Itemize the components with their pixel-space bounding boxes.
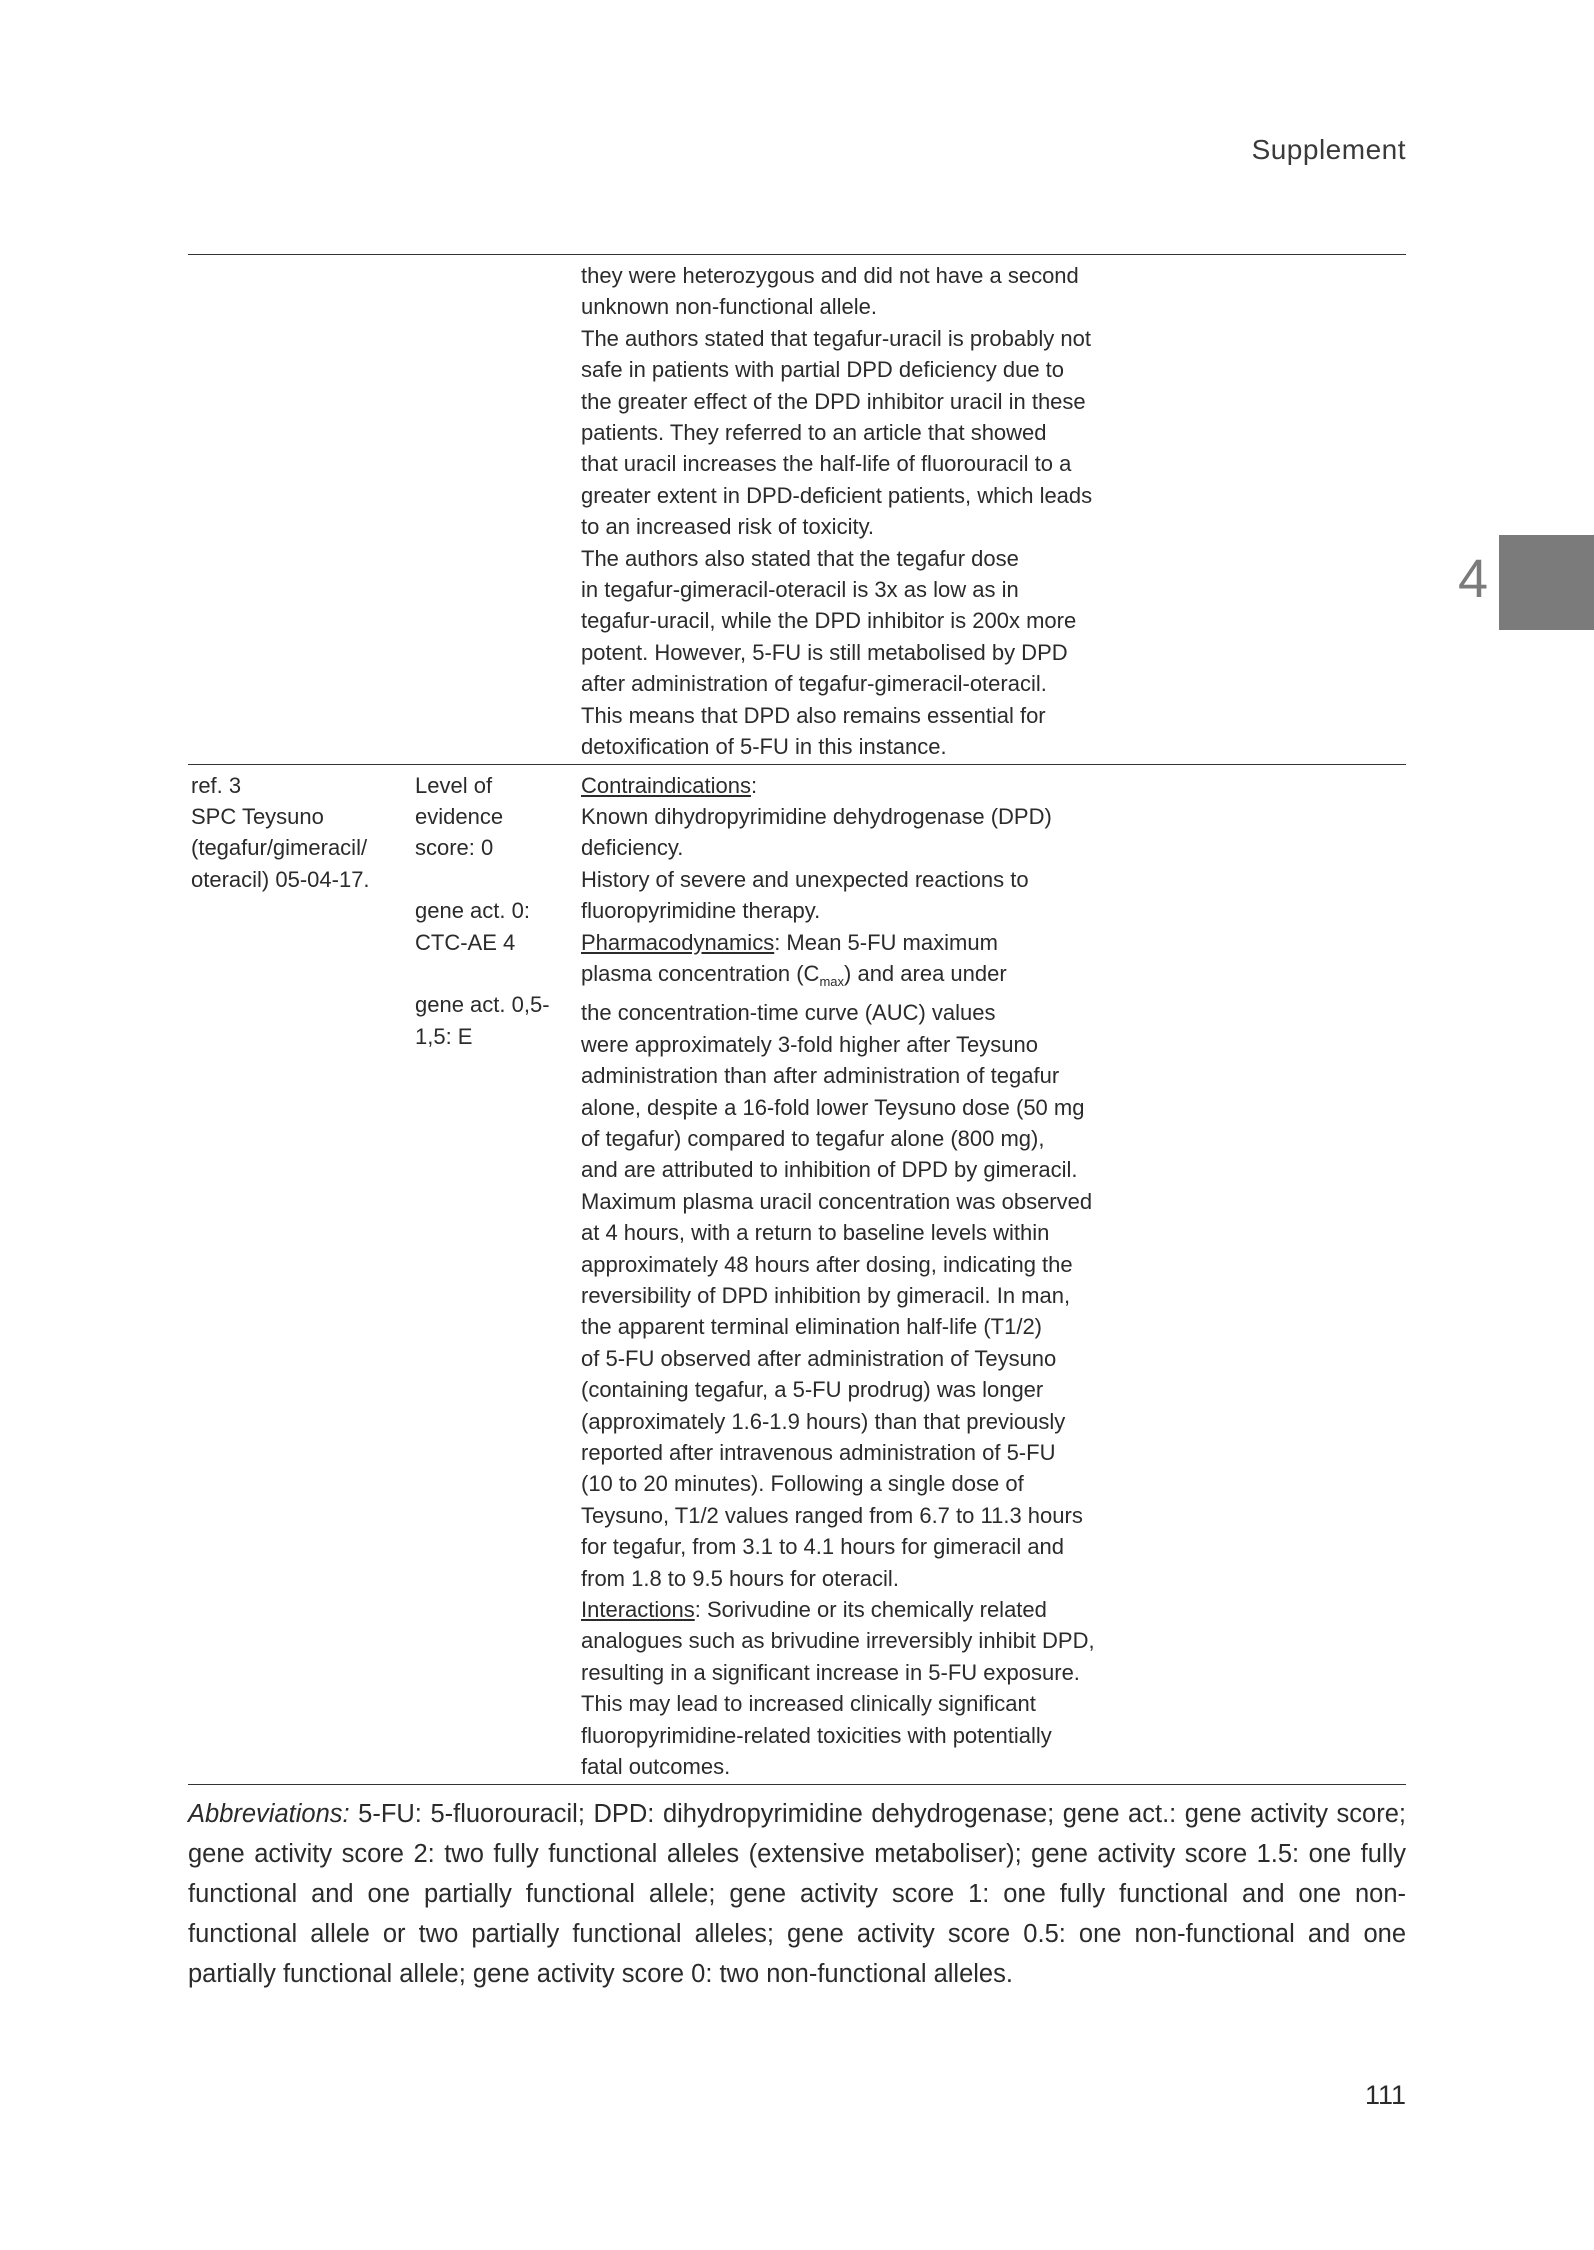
text-line: from 1.8 to 9.5 hours for oteracil. — [581, 1565, 899, 1591]
table-row — [188, 765, 1406, 1785]
text-line: alone, despite a 16-fold lower Teysuno dose (50 mg — [581, 1094, 1085, 1120]
text-line — [581, 958, 1161, 997]
text-line: unknown non-functional allele. — [581, 294, 877, 320]
text-line: resulting in a significant increase in 5-FU exposure. — [581, 1659, 1080, 1685]
text-line: administration than after administration of tegafur — [581, 1063, 1060, 1089]
ref-line: ref. 3 — [191, 772, 242, 798]
text-line: Known dihydropyrimidine dehydrogenase (DPD) — [581, 803, 1052, 829]
text-line: patients. They referred to an article that showed — [581, 420, 1047, 446]
text-line: fluoropyrimidine therapy. — [581, 898, 821, 924]
abbreviations-paragraph — [188, 1794, 1406, 1994]
text-line: greater extent in DPD-deficient patients, which leads — [581, 482, 1093, 508]
text-line: of 5-FU observed after administration of Teysuno — [581, 1345, 1057, 1371]
text-line: The authors stated that tegafur-uracil is probably not — [581, 325, 1091, 351]
text-line: reported after intravenous administration of 5-FU — [581, 1440, 1056, 1466]
heading-colon: : — [750, 772, 758, 798]
text-line: This may lead to increased clinically significant — [581, 1691, 1036, 1717]
text-line: after administration of tegafur-gimeracil-oteracil. — [581, 671, 1047, 697]
text-fragment: plasma concentration (C — [581, 960, 820, 986]
pharmacodynamics-heading-line — [581, 927, 1161, 958]
text-line: at 4 hours, with a return to baseline levels within — [581, 1220, 1050, 1246]
text-line: The authors also stated that the tegafur dose — [581, 545, 1019, 571]
text-line: History of severe and unexpected reactions to — [581, 866, 1029, 892]
evidence-line: Level of — [415, 772, 493, 798]
interactions-heading-line — [581, 1594, 1161, 1625]
evidence-table — [188, 254, 1406, 1785]
gene-score-line: 1,5: E — [415, 1023, 473, 1049]
text-line: the apparent terminal elimination half-life (T1/2) — [581, 1314, 1043, 1340]
interactions-heading: Interactions — [581, 1597, 695, 1623]
gene-score-line: gene act. 0: — [415, 898, 530, 924]
text-line: of tegafur) compared to tegafur alone (800 mg), — [581, 1125, 1045, 1151]
text-line: they were heterozygous and did not have a second — [581, 263, 1079, 288]
text-line: tegafur-uracil, while the DPD inhibitor is 200x more — [581, 608, 1077, 634]
ref-line: SPC Teysuno — [191, 803, 324, 829]
text-line: Teysuno, T1/2 values ranged from 6.7 to 11.3 hours — [581, 1502, 1083, 1528]
contraindications-heading-line — [581, 770, 1161, 801]
gene-score-line: gene act. 0,5- — [415, 992, 550, 1018]
gene-score-line: CTC-AE 4 — [415, 929, 516, 955]
ref-cell — [188, 770, 415, 1783]
text-line: safe in patients with partial DPD deficiency due to — [581, 357, 1065, 383]
contraindications-heading: Contraindications — [581, 772, 751, 798]
text-fragment: ) and area under — [844, 960, 1007, 986]
text-line: deficiency. — [581, 835, 684, 861]
text-line: to an increased risk of toxicity. — [581, 514, 875, 540]
evidence-cell — [415, 770, 581, 1783]
text-line: in tegafur-gimeracil-oteracil is 3x as low as in — [581, 577, 1019, 603]
abbreviations-text: 5-FU: 5-fluorouracil; DPD: dihydropyrimidine dehydrogenase; gene act.: gene activity score; gene activity score 2: two fully functional alleles (extensive metaboliser); gene activity score 1.5: one fully functional and one partially functional allele; gene activity score 1: one fully functional and one non-functional allele or two partially functional alleles; gene activity score 0.5: one non-functional and one partially functional allele; gene activity score 0: two non-functional alleles. — [188, 1800, 1406, 1988]
text-line: detoxification of 5-FU in this instance. — [581, 734, 947, 760]
text-line: (containing tegafur, a 5-FU prodrug) was longer — [581, 1377, 1044, 1403]
text-line: reversibility of DPD inhibition by gimeracil. In man, — [581, 1283, 1071, 1308]
text-line: Maximum plasma uracil concentration was observed — [581, 1188, 1093, 1214]
text-line: and are attributed to inhibition of DPD by gimeracil. — [581, 1157, 1078, 1183]
evidence-line: score: 0 — [415, 835, 494, 861]
text-line: approximately 48 hours after dosing, indicating the — [581, 1251, 1073, 1277]
page-number: 111 — [1364, 2080, 1406, 2110]
text-line: the concentration-time curve (AUC) values — [581, 1000, 996, 1026]
text-fragment: : Sorivudine or its chemically related — [694, 1597, 1047, 1623]
summary-cell — [581, 770, 1161, 1783]
chapter-number: 4 — [1457, 549, 1488, 609]
ref-line: (tegafur/gimeracil/ — [191, 835, 368, 861]
running-header: Supplement — [1251, 134, 1406, 165]
text-line: This means that DPD also remains essential for — [581, 702, 1046, 728]
summary-cell — [581, 260, 1161, 763]
pharmacodynamics-heading: Pharmacodynamics — [581, 929, 775, 955]
text-fragment: : Mean 5-FU maximum — [774, 929, 998, 955]
text-line: for tegafur, from 3.1 to 4.1 hours for gimeracil and — [581, 1534, 1065, 1560]
text-line: were approximately 3-fold higher after Teysuno — [581, 1031, 1038, 1057]
subscript: max — [819, 973, 845, 989]
text-line: (approximately 1.6-1.9 hours) than that previously — [581, 1408, 1066, 1434]
chapter-tab — [1499, 535, 1594, 630]
ref-line: oteracil) 05-04-17. — [191, 866, 370, 892]
text-line: analogues such as brivudine irreversibly inhibit DPD, — [581, 1628, 1095, 1654]
text-line: potent. However, 5-FU is still metabolised by DPD — [581, 639, 1068, 665]
text-line: that uracil increases the half-life of fluorouracil to a — [581, 451, 1072, 477]
text-line: (10 to 20 minutes). Following a single dose of — [581, 1471, 1024, 1497]
text-line: the greater effect of the DPD inhibitor uracil in these — [581, 388, 1086, 414]
text-line: fluoropyrimidine-related toxicities with potentially — [581, 1722, 1052, 1748]
text-line: fatal outcomes. — [581, 1754, 731, 1780]
ref-cell — [188, 260, 415, 763]
evidence-line: evidence — [415, 803, 504, 829]
evidence-cell — [415, 260, 581, 763]
table-row — [188, 255, 1406, 765]
abbreviations-label: Abbreviations: — [188, 1800, 350, 1828]
